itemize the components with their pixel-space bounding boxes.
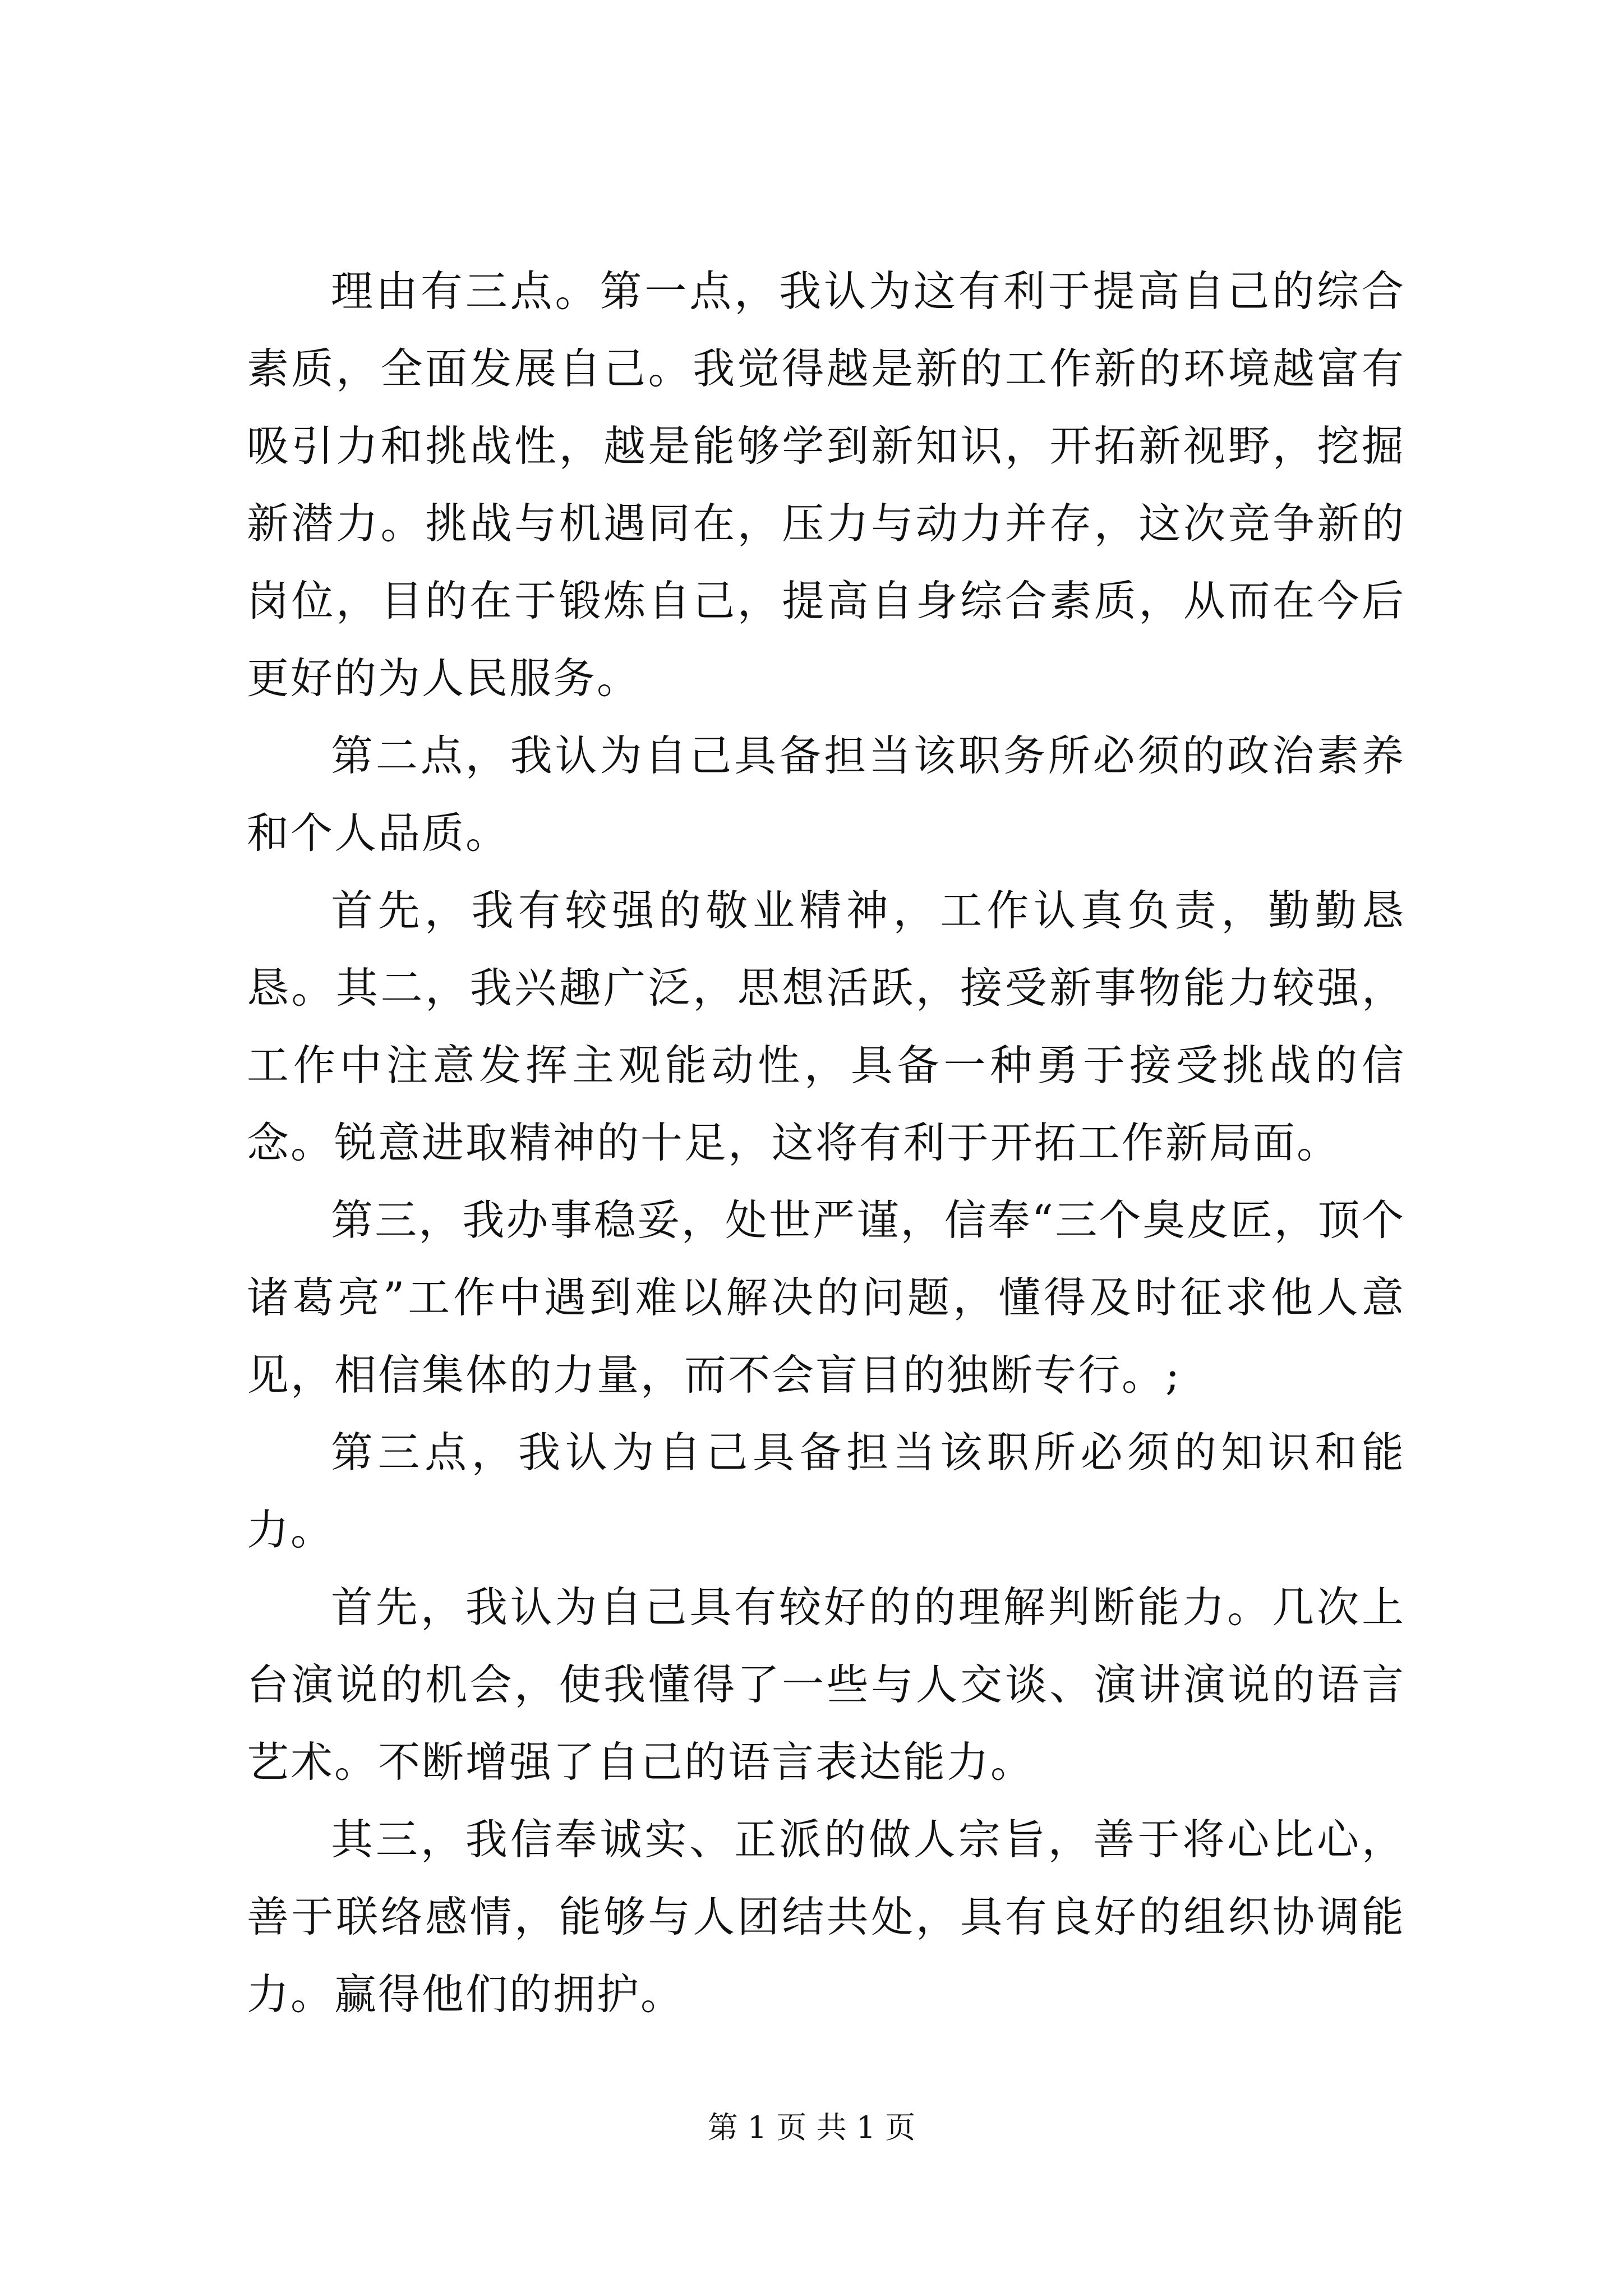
page-number-footer: 第 1 页 共 1 页 — [707, 2110, 916, 2145]
paragraph-3: 首先，我有较强的敬业精神，工作认真负责，勤勤恳恳。其二，我兴趣广泛，思想活跃，接受新事物能力较强，工作中注意发挥主观能动性，具备一种勇于接受挑战的信念。锐意进取精神的十足，这将有利于开拓工作新局面。 — [247, 886, 1405, 1167]
paragraph-2: 第二点，我认为自己具备担当该职务所必须的政治素养和个人品质。 — [247, 731, 1405, 858]
paragraph-7: 其三，我信奉诚实、正派的做人宗旨，善于将心比心，善于联络感情，能够与人团结共处，具有良好的组织协调能力。赢得他们的拥护。 — [247, 1815, 1405, 2019]
paragraph-1: 理由有三点。第一点，我认为这有利于提高自己的综合素质，全面发展自己。我觉得越是新的工作新的环境越富有吸引力和挑战性，越是能够学到新知识，开拓新视野，挖掘新潜力。挑战与机遇同在，压力与动力并存，这次竞争新的岗位，目的在于锻炼自己，提高自身综合素质，从而在今后更好的为人民服务。 — [247, 266, 1405, 703]
document-body — [247, 252, 1405, 2033]
paragraph-5: 第三点，我认为自己具备担当该职所必须的知识和能力。 — [247, 1428, 1405, 1554]
paragraph-4: 第三，我办事稳妥，处世严谨，信奉“三个臭皮匠，顶个诸葛亮”工作中遇到难以解决的问题，懂得及时征求他人意见，相信集体的力量，而不会盲目的独断专行。; — [247, 1195, 1405, 1400]
paragraph-6: 首先，我认为自己具有较好的的理解判断能力。几次上台演说的机会，使我懂得了一些与人交谈、演讲演说的语言艺术。不断增强了自己的语言表达能力。 — [247, 1582, 1405, 1787]
